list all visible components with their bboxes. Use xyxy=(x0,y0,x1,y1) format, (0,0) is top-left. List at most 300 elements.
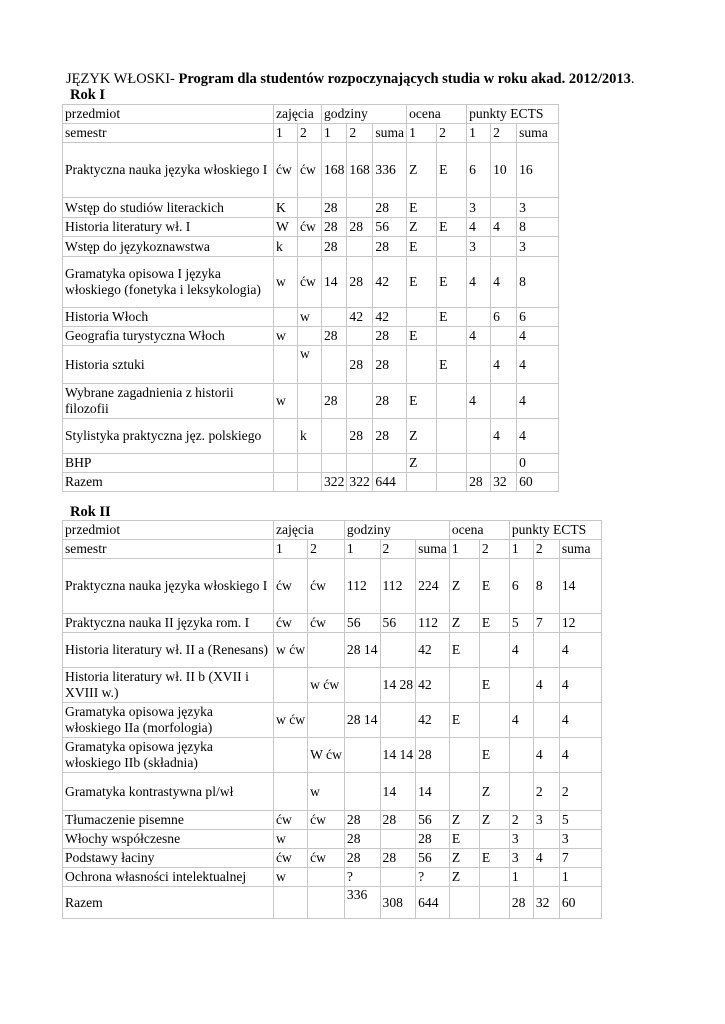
value-cell xyxy=(479,887,509,919)
semestr-cell: 2 xyxy=(491,124,517,143)
value-cell: 4 xyxy=(467,257,491,308)
header-przedmiot: przedmiot xyxy=(63,105,274,124)
value-cell: 4 xyxy=(517,346,559,384)
value-cell: Z xyxy=(449,614,479,633)
value-cell: 3 xyxy=(509,830,533,849)
value-cell: w xyxy=(308,773,345,811)
value-cell: 4 xyxy=(559,738,601,773)
value-cell xyxy=(479,868,509,887)
value-cell: E xyxy=(437,143,467,198)
subject-cell: Geografia turystyczna Włoch xyxy=(63,327,274,346)
value-cell xyxy=(479,830,509,849)
value-cell: Z xyxy=(407,218,437,237)
value-cell xyxy=(437,327,467,346)
value-cell: 28 xyxy=(380,811,416,830)
value-cell xyxy=(347,384,373,419)
value-cell xyxy=(347,237,373,257)
value-cell: E xyxy=(449,633,479,668)
value-cell: 60 xyxy=(517,473,559,492)
value-cell: Z xyxy=(479,773,509,811)
value-cell: 1 xyxy=(559,868,601,887)
value-cell: w xyxy=(274,868,308,887)
value-cell xyxy=(449,773,479,811)
value-cell: 4 xyxy=(467,384,491,419)
value-cell: E xyxy=(407,257,437,308)
semestr-cell: suma xyxy=(373,124,407,143)
value-cell: ćw xyxy=(308,614,345,633)
heading-bold: Program dla studentów rozpoczynających studia w roku akad. 2012/2013 xyxy=(178,71,631,87)
value-cell xyxy=(491,237,517,257)
table-row xyxy=(63,559,602,614)
header-zajecia: zajęcia xyxy=(274,521,345,540)
value-cell xyxy=(274,773,308,811)
value-cell: ? xyxy=(344,868,380,887)
semestr-cell: 1 xyxy=(509,540,533,559)
value-cell: 28 xyxy=(416,830,450,849)
value-cell: 28 xyxy=(373,384,407,419)
value-cell: 5 xyxy=(509,614,533,633)
value-cell xyxy=(491,384,517,419)
value-cell: 4 xyxy=(467,327,491,346)
value-cell: 4 xyxy=(491,419,517,454)
value-cell: Z xyxy=(407,454,437,473)
value-cell: 32 xyxy=(533,887,559,919)
table-row xyxy=(63,257,559,308)
value-cell: 644 xyxy=(373,473,407,492)
value-cell xyxy=(322,308,347,327)
value-cell: w xyxy=(298,308,322,327)
value-cell: E xyxy=(479,614,509,633)
value-cell: 4 xyxy=(559,703,601,738)
value-cell: W ćw xyxy=(308,738,345,773)
value-cell: Z xyxy=(407,419,437,454)
value-cell: 0 xyxy=(517,454,559,473)
value-cell xyxy=(347,198,373,218)
value-cell: 4 xyxy=(517,384,559,419)
subject-cell: Praktyczna nauka II języka rom. I xyxy=(63,614,274,633)
value-cell: w ćw xyxy=(308,668,345,703)
table-row xyxy=(63,218,559,237)
subject-cell: Historia Włoch xyxy=(63,308,274,327)
table-row xyxy=(63,327,559,346)
subject-cell: Historia literatury wł. II a (Renesans) xyxy=(63,633,274,668)
value-cell xyxy=(274,668,308,703)
subject-cell: Praktyczna nauka języka włoskiego I xyxy=(63,559,274,614)
value-cell: 28 xyxy=(344,849,380,868)
value-cell xyxy=(479,633,509,668)
subject-cell: BHP xyxy=(63,454,274,473)
value-cell xyxy=(308,830,345,849)
value-cell xyxy=(437,237,467,257)
value-cell: 4 xyxy=(509,633,533,668)
value-cell: 644 xyxy=(416,887,450,919)
value-cell xyxy=(380,703,416,738)
value-cell: 42 xyxy=(373,257,407,308)
header-godziny: godziny xyxy=(344,521,449,540)
value-cell xyxy=(491,327,517,346)
value-cell: 14 xyxy=(416,773,450,811)
value-cell: ćw xyxy=(274,811,308,830)
semestr-cell: 1 xyxy=(467,124,491,143)
value-cell xyxy=(274,473,298,492)
value-cell xyxy=(308,868,345,887)
semestr-cell: 1 xyxy=(407,124,437,143)
subject-cell: Gramatyka opisowa języka włoskiego IIa (morfologia) xyxy=(63,703,274,738)
value-cell xyxy=(509,773,533,811)
value-cell: 112 xyxy=(416,614,450,633)
subject-cell: Stylistyka praktyczna jęz. polskiego xyxy=(63,419,274,454)
value-cell: Z xyxy=(449,849,479,868)
value-cell: 28 xyxy=(416,738,450,773)
subject-cell: Historia literatury wł. II b (XVII i XVIII w.) xyxy=(63,668,274,703)
table-row xyxy=(63,773,602,811)
value-cell: w xyxy=(298,346,322,384)
value-cell xyxy=(407,473,437,492)
value-cell: Z xyxy=(449,868,479,887)
table-row xyxy=(63,849,602,868)
value-cell: 4 xyxy=(533,849,559,868)
subject-cell: Ochrona własności intelektualnej xyxy=(63,868,274,887)
value-cell xyxy=(274,346,298,384)
semestr-cell: suma xyxy=(559,540,601,559)
semestr-cell: 2 xyxy=(308,540,345,559)
value-cell: E xyxy=(407,237,437,257)
value-cell: 4 xyxy=(517,327,559,346)
table-row xyxy=(63,384,559,419)
rok2-label: Rok II xyxy=(70,504,111,520)
value-cell: E xyxy=(479,559,509,614)
table-row xyxy=(63,346,559,384)
table-row xyxy=(63,633,602,668)
header-row xyxy=(63,521,602,540)
value-cell: 56 xyxy=(344,614,380,633)
subject-cell: Praktyczna nauka języka włoskiego I xyxy=(63,143,274,198)
value-cell xyxy=(373,454,407,473)
subject-cell: Gramatyka opisowa I języka włoskiego (fonetyka i leksykologia) xyxy=(63,257,274,308)
value-cell xyxy=(437,473,467,492)
heading-tail: . xyxy=(630,71,635,87)
value-cell: 14 xyxy=(380,773,416,811)
value-cell: 28 xyxy=(322,198,347,218)
subject-cell: Gramatyka kontrastywna pl/wł xyxy=(63,773,274,811)
table-row xyxy=(63,830,602,849)
value-cell xyxy=(298,454,322,473)
value-cell xyxy=(308,633,345,668)
value-cell xyxy=(380,633,416,668)
value-cell: 5 xyxy=(559,811,601,830)
value-cell xyxy=(347,327,373,346)
semestr-cell: semestr xyxy=(63,124,274,143)
semestr-cell: semestr xyxy=(63,540,274,559)
table-row xyxy=(63,738,602,773)
header-ocena: ocena xyxy=(407,105,467,124)
semestr-cell: suma xyxy=(416,540,450,559)
value-cell: 4 xyxy=(517,419,559,454)
value-cell xyxy=(509,738,533,773)
semestr-cell: 2 xyxy=(347,124,373,143)
value-cell xyxy=(347,454,373,473)
value-cell xyxy=(533,703,559,738)
value-cell: 28 xyxy=(347,218,373,237)
value-cell: 14 xyxy=(559,559,601,614)
table-row xyxy=(63,887,602,919)
value-cell: 6 xyxy=(467,143,491,198)
subject-cell: Wybrane zagadnienia z historii filozofii xyxy=(63,384,274,419)
value-cell: 112 xyxy=(344,559,380,614)
value-cell: 322 xyxy=(347,473,373,492)
value-cell: 3 xyxy=(467,237,491,257)
value-cell: 28 xyxy=(347,346,373,384)
table-row xyxy=(63,419,559,454)
value-cell: k xyxy=(274,237,298,257)
value-cell: 336 xyxy=(373,143,407,198)
value-cell: 56 xyxy=(373,218,407,237)
value-cell xyxy=(467,419,491,454)
value-cell: 4 xyxy=(533,738,559,773)
value-cell: k xyxy=(298,419,322,454)
table-row xyxy=(63,198,559,218)
table-row xyxy=(63,868,602,887)
value-cell: 7 xyxy=(559,849,601,868)
value-cell: 3 xyxy=(467,198,491,218)
value-cell: w xyxy=(274,327,298,346)
value-cell: 10 xyxy=(491,143,517,198)
value-cell xyxy=(449,668,479,703)
subject-cell: Razem xyxy=(63,473,274,492)
value-cell: 6 xyxy=(509,559,533,614)
semestr-cell: 2 xyxy=(533,540,559,559)
value-cell: 28 14 xyxy=(344,703,380,738)
value-cell xyxy=(509,668,533,703)
value-cell: w xyxy=(274,384,298,419)
value-cell xyxy=(298,198,322,218)
value-cell xyxy=(449,738,479,773)
value-cell: 42 xyxy=(416,633,450,668)
value-cell: 28 xyxy=(344,811,380,830)
value-cell: 28 xyxy=(509,887,533,919)
heading-lead: JĘZYK WŁOSKI- xyxy=(66,71,179,87)
value-cell: 4 xyxy=(467,218,491,237)
value-cell: 6 xyxy=(491,308,517,327)
value-cell: ćw xyxy=(308,849,345,868)
subject-cell: Razem xyxy=(63,887,274,919)
value-cell: 3 xyxy=(509,849,533,868)
value-cell: E xyxy=(407,327,437,346)
value-cell xyxy=(322,346,347,384)
header-ects: punkty ECTS xyxy=(509,521,601,540)
semestr-cell: 1 xyxy=(449,540,479,559)
value-cell: E xyxy=(437,308,467,327)
value-cell: 308 xyxy=(380,887,416,919)
subject-cell: Wstęp do językoznawstwa xyxy=(63,237,274,257)
header-zajecia: zajęcia xyxy=(274,105,322,124)
value-cell: 224 xyxy=(416,559,450,614)
value-cell xyxy=(491,198,517,218)
value-cell: 42 xyxy=(416,668,450,703)
header-godziny: godziny xyxy=(322,105,407,124)
value-cell: ćw xyxy=(274,143,298,198)
value-cell xyxy=(449,887,479,919)
value-cell xyxy=(298,473,322,492)
value-cell: 14 14 xyxy=(380,738,416,773)
rok1-table xyxy=(62,104,559,492)
value-cell: 14 xyxy=(322,257,347,308)
semestr-cell: 1 xyxy=(274,124,298,143)
value-cell xyxy=(491,454,517,473)
subject-cell: Gramatyka opisowa języka włoskiego IIb (składnia) xyxy=(63,738,274,773)
subject-cell: Historia sztuki xyxy=(63,346,274,384)
value-cell: 4 xyxy=(533,668,559,703)
subject-cell: Włochy współczesne xyxy=(63,830,274,849)
value-cell xyxy=(308,703,345,738)
value-cell: Z xyxy=(407,143,437,198)
table-row xyxy=(63,237,559,257)
value-cell: 3 xyxy=(533,811,559,830)
value-cell: 7 xyxy=(533,614,559,633)
value-cell xyxy=(274,738,308,773)
value-cell: 16 xyxy=(517,143,559,198)
value-cell: 28 xyxy=(373,419,407,454)
semestr-cell: 2 xyxy=(380,540,416,559)
value-cell xyxy=(407,346,437,384)
value-cell: Z xyxy=(449,811,479,830)
value-cell xyxy=(274,419,298,454)
value-cell: 28 xyxy=(380,849,416,868)
value-cell: 336 xyxy=(344,887,380,919)
value-cell xyxy=(298,384,322,419)
value-cell: 56 xyxy=(416,849,450,868)
table-row xyxy=(63,614,602,633)
rok2-table xyxy=(62,520,602,919)
header-ects: punkty ECTS xyxy=(467,105,559,124)
semestr-cell: 1 xyxy=(322,124,347,143)
semestr-cell: 2 xyxy=(298,124,322,143)
value-cell: 4 xyxy=(491,218,517,237)
value-cell: 14 28 xyxy=(380,668,416,703)
value-cell: ćw xyxy=(298,218,322,237)
value-cell xyxy=(533,868,559,887)
value-cell: W xyxy=(274,218,298,237)
value-cell: 28 xyxy=(373,198,407,218)
value-cell: K xyxy=(274,198,298,218)
value-cell xyxy=(274,308,298,327)
table-row xyxy=(63,703,602,738)
value-cell: 4 xyxy=(491,257,517,308)
value-cell: ćw xyxy=(308,559,345,614)
value-cell xyxy=(322,454,347,473)
value-cell: E xyxy=(449,703,479,738)
value-cell xyxy=(344,668,380,703)
value-cell: ćw xyxy=(274,614,308,633)
value-cell xyxy=(380,830,416,849)
value-cell: 28 xyxy=(322,384,347,419)
value-cell: w xyxy=(274,257,298,308)
value-cell: 322 xyxy=(322,473,347,492)
value-cell: 4 xyxy=(559,668,601,703)
value-cell: 60 xyxy=(559,887,601,919)
value-cell xyxy=(298,327,322,346)
value-cell xyxy=(274,454,298,473)
semestr-cell: 2 xyxy=(437,124,467,143)
rok1-label: Rok I xyxy=(70,87,106,103)
value-cell: E xyxy=(479,849,509,868)
semestr-cell: 1 xyxy=(344,540,380,559)
value-cell: w ćw xyxy=(274,633,308,668)
value-cell: 28 xyxy=(344,830,380,849)
value-cell: w xyxy=(274,830,308,849)
value-cell: 3 xyxy=(517,198,559,218)
value-cell xyxy=(380,868,416,887)
value-cell: 28 xyxy=(373,346,407,384)
value-cell: 2 xyxy=(559,773,601,811)
value-cell: Z xyxy=(479,811,509,830)
value-cell: 4 xyxy=(559,633,601,668)
value-cell: ćw xyxy=(308,811,345,830)
header-przedmiot: przedmiot xyxy=(63,521,274,540)
value-cell: 56 xyxy=(416,811,450,830)
value-cell: 28 xyxy=(347,257,373,308)
value-cell xyxy=(322,419,347,454)
value-cell xyxy=(533,633,559,668)
subject-cell: Podstawy łaciny xyxy=(63,849,274,868)
value-cell xyxy=(437,198,467,218)
value-cell xyxy=(274,887,308,919)
value-cell: 32 xyxy=(491,473,517,492)
value-cell: 168 xyxy=(322,143,347,198)
value-cell: 28 xyxy=(322,237,347,257)
value-cell: 28 xyxy=(373,327,407,346)
value-cell: 6 xyxy=(517,308,559,327)
value-cell: 28 xyxy=(322,327,347,346)
value-cell: E xyxy=(449,830,479,849)
semestr-cell: suma xyxy=(517,124,559,143)
value-cell: 8 xyxy=(517,257,559,308)
value-cell xyxy=(479,703,509,738)
subject-cell: Historia literatury wł. I xyxy=(63,218,274,237)
table-row xyxy=(63,668,602,703)
value-cell: 28 xyxy=(347,419,373,454)
value-cell: 1 xyxy=(509,868,533,887)
value-cell: w ćw xyxy=(274,703,308,738)
value-cell: 28 xyxy=(373,237,407,257)
value-cell xyxy=(344,738,380,773)
header-row xyxy=(63,105,559,124)
value-cell: 168 xyxy=(347,143,373,198)
value-cell: ćw xyxy=(298,143,322,198)
value-cell xyxy=(467,346,491,384)
value-cell: 2 xyxy=(533,773,559,811)
semestr-cell: 2 xyxy=(479,540,509,559)
value-cell: 28 xyxy=(322,218,347,237)
value-cell: 12 xyxy=(559,614,601,633)
value-cell xyxy=(407,308,437,327)
semestr-row xyxy=(63,540,602,559)
document-heading xyxy=(66,71,686,88)
value-cell: ? xyxy=(416,868,450,887)
value-cell: E xyxy=(479,738,509,773)
value-cell: E xyxy=(437,346,467,384)
value-cell: 112 xyxy=(380,559,416,614)
value-cell xyxy=(344,773,380,811)
value-cell: 56 xyxy=(380,614,416,633)
value-cell: 42 xyxy=(416,703,450,738)
value-cell: E xyxy=(407,198,437,218)
value-cell: E xyxy=(479,668,509,703)
value-cell xyxy=(437,454,467,473)
value-cell: E xyxy=(437,218,467,237)
value-cell: 3 xyxy=(517,237,559,257)
value-cell xyxy=(437,384,467,419)
